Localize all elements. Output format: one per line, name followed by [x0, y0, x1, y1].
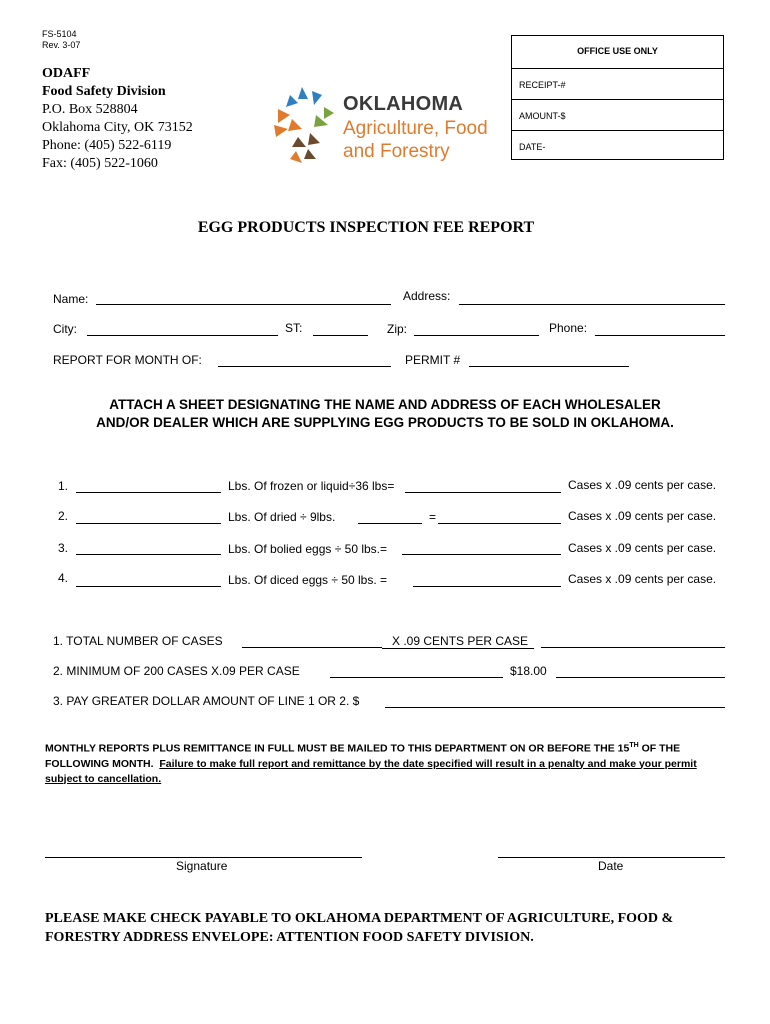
item-number: 1. [58, 479, 69, 493]
item-description: Lbs. Of dried ÷ 9lbs. [228, 510, 336, 524]
agency-name: ODAFF [42, 66, 91, 81]
logo-line-forestry: and Forestry [343, 141, 450, 162]
star-emblem-icon [272, 85, 340, 165]
office-use-title: OFFICE USE ONLY [577, 46, 658, 56]
logo-line-oklahoma: OKLAHOMA [343, 93, 464, 115]
minimum-cases-field[interactable] [330, 677, 503, 678]
address-label: Address: [403, 289, 451, 303]
pay-greater-field[interactable] [385, 707, 725, 708]
total-cases-field[interactable] [242, 647, 382, 648]
date-signature-field[interactable] [498, 857, 725, 858]
item-4-lbs-field[interactable] [76, 586, 221, 587]
report-month-field[interactable] [218, 366, 391, 367]
agency-address [42, 65, 193, 173]
item-number: 4. [58, 571, 69, 585]
agency-city: Oklahoma City, OK 73152 [42, 120, 193, 135]
payable-notice: PLEASE MAKE CHECK PAYABLE TO OKLAHOMA DEPARTMENT OF AGRICULTURE, FOOD & FORESTRY ADDRESS ENVELOPE: ATTENTION FOOD SAFETY DIVISION. [45, 911, 674, 945]
amount-field[interactable] [512, 99, 723, 130]
minimum-amount: $18.00 [510, 664, 547, 678]
signature-field[interactable] [45, 857, 362, 858]
item-cases-rate: Cases x .09 cents per case. [568, 572, 717, 586]
receipt-field[interactable] [512, 68, 723, 99]
item-equals: = [429, 510, 437, 524]
form-number-block [42, 29, 80, 51]
item-cases-rate: Cases x .09 cents per case. [568, 509, 717, 523]
agency-fax: Fax: (405) 522-1060 [42, 156, 158, 171]
minimum-amount-field[interactable] [556, 677, 725, 678]
agency-division: Food Safety Division [42, 84, 166, 99]
phone-label: Phone: [549, 321, 588, 335]
office-date-label: DATE- [519, 142, 546, 152]
mailing-notice-day-suffix: TH [629, 742, 639, 749]
st-label: ST: [285, 321, 303, 335]
mailing-notice-day: 15 [617, 742, 630, 755]
minimum-label: 2. MINIMUM OF 200 CASES X.09 PER CASE [53, 664, 300, 678]
item-cases-rate: Cases x .09 cents per case. [568, 541, 717, 555]
odaff-logo [272, 85, 497, 170]
city-label: City: [53, 322, 77, 336]
logo-line-agriculture: Agriculture, Food [343, 118, 488, 139]
name-label: Name: [53, 292, 89, 306]
st-field[interactable] [313, 335, 368, 336]
form-number: FS-5104 [42, 29, 77, 39]
item-description: Lbs. Of bolied eggs ÷ 50 lbs.= [228, 542, 388, 556]
mailing-notice-part2: OF THE FOLLOWING MONTH. [45, 742, 681, 770]
signature-label: Signature [176, 859, 228, 873]
date-label: Date [598, 859, 624, 873]
item-description: Lbs. Of frozen or liquid÷36 lbs= [228, 479, 395, 493]
item-2-intermediate-field[interactable] [358, 523, 422, 524]
item-1-cases-field[interactable] [405, 492, 561, 493]
item-4-cases-field[interactable] [413, 586, 561, 587]
attach-notice-line1: ATTACH A SHEET DESIGNATING THE NAME AND ADDRESS OF EACH WHOLESALER [109, 397, 661, 412]
permit-field[interactable] [469, 366, 629, 367]
mailing-notice [45, 738, 730, 787]
pay-greater-label: 3. PAY GREATER DOLLAR AMOUNT OF LINE 1 OR 2. $ [53, 694, 360, 708]
city-field[interactable] [87, 335, 278, 336]
item-2-lbs-field[interactable] [76, 523, 221, 524]
item-cases-rate: Cases x .09 cents per case. [568, 478, 717, 492]
zip-field[interactable] [414, 335, 539, 336]
item-number: 3. [58, 541, 69, 555]
office-use-box [511, 35, 724, 160]
total-cases-label: 1. TOTAL NUMBER OF CASES [53, 634, 223, 648]
zip-label: Zip: [387, 322, 408, 336]
mailing-notice-warning: Failure to make full report and remittance by the date specified will result in a penalty and make your permit subject to cancellation. [45, 757, 697, 785]
item-3-cases-field[interactable] [402, 554, 561, 555]
item-2-cases-field[interactable] [438, 523, 561, 524]
item-number: 2. [58, 509, 69, 523]
mailing-notice-part1: MONTHLY REPORTS PLUS REMITTANCE IN FULL MUST BE MAILED TO THIS DEPARTMENT ON OR BEFORE THE [45, 742, 615, 755]
item-description: Lbs. Of diced eggs ÷ 50 lbs. = [228, 573, 388, 587]
per-case-label: X .09 CENTS PER CASE [382, 634, 534, 649]
receipt-label: RECEIPT-# [519, 80, 566, 90]
agency-phone: Phone: (405) 522-6119 [42, 138, 172, 153]
amount-label: AMOUNT-$ [519, 111, 566, 121]
report-month-label: REPORT FOR MONTH OF: [53, 353, 202, 367]
phone-field[interactable] [595, 335, 725, 336]
date-field[interactable] [512, 130, 723, 160]
attach-notice [40, 396, 730, 432]
total-amount-field[interactable] [541, 647, 725, 648]
permit-label: PERMIT # [405, 353, 461, 367]
page-title: EGG PRODUCTS INSPECTION FEE REPORT [197, 219, 535, 236]
item-3-lbs-field[interactable] [76, 554, 221, 555]
form-revision: Rev. 3-07 [42, 40, 81, 50]
attach-notice-line2: AND/OR DEALER WHICH ARE SUPPLYING EGG PRODUCTS TO BE SOLD IN OKLAHOMA. [96, 415, 674, 430]
agency-po-box: P.O. Box 528804 [42, 102, 138, 117]
item-1-lbs-field[interactable] [76, 492, 221, 493]
name-field[interactable] [96, 304, 391, 305]
address-field[interactable] [459, 304, 725, 305]
